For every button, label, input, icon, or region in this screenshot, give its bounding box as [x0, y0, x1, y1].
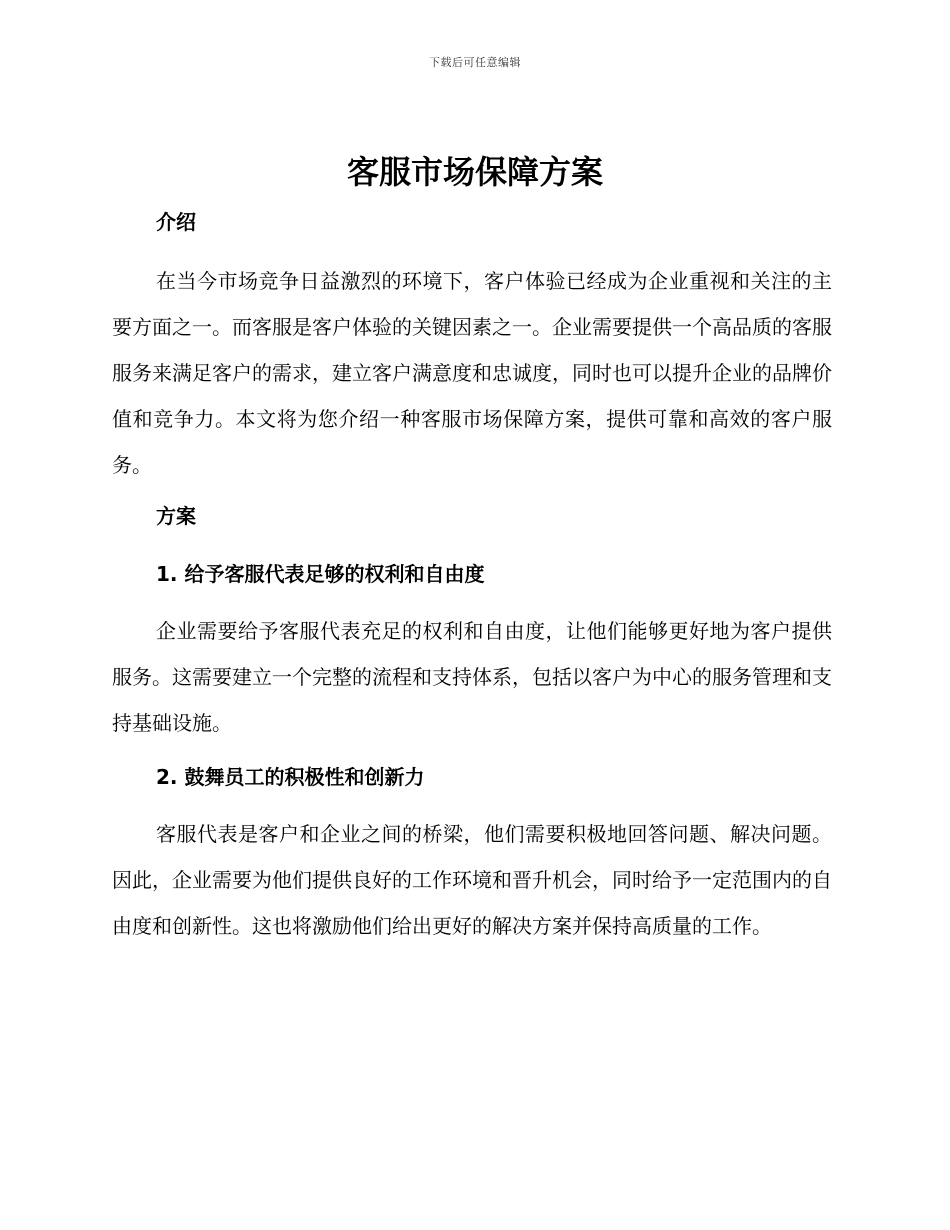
- paragraph-item-2: 客服代表是客户和企业之间的桥梁，他们需要积极地回答问题、解决问题。因此，企业需要为他们提供良好的工作环境和晋升机会，同时给予一定范围内的自由度和创新性。这也将激励他们给出更好的解决方案并保持高质量的工作。: [112, 822, 832, 938]
- section-heading-plan: 方案: [156, 504, 196, 528]
- section-heading-item-2: 2. 鼓舞员工的积极性和创新力: [156, 765, 425, 789]
- header-note: 下载后可任意编辑: [429, 56, 521, 69]
- paragraph-intro: 在当今市场竞争日益激烈的环境下，客户体验已经成为企业重视和关注的主要方面之一。而客服是客户体验的关键因素之一。企业需要提供一个高品质的客服服务来满足客户的需求，建立客户满意度和忠诚度，同时也可以提升企业的品牌价值和竞争力。本文将为您介绍一种客服市场保障方案，提供可靠和高效的客户服务。: [112, 269, 832, 477]
- section-heading-intro: 介绍: [156, 210, 196, 234]
- paragraph-item-1: 企业需要给予客服代表充足的权利和自由度，让他们能够更好地为客户提供服务。这需要建立一个完整的流程和支持体系，包括以客户为中心的服务管理和支持基础设施。: [112, 619, 832, 735]
- section-heading-item-1: 1. 给予客服代表足够的权利和自由度: [156, 562, 485, 586]
- document-title: 客服市场保障方案: [346, 153, 603, 191]
